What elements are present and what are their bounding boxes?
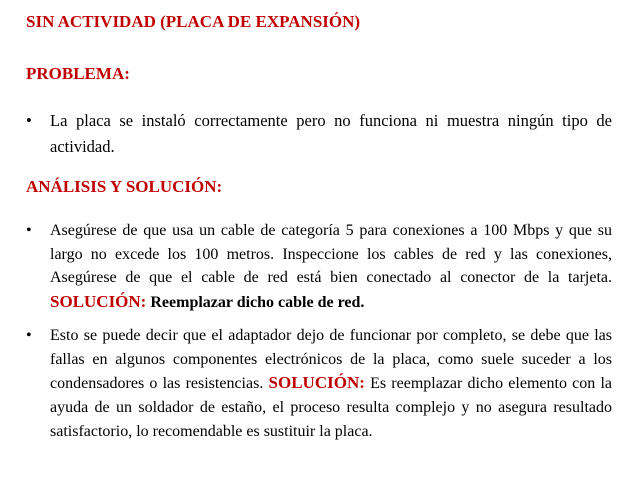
problem-text: La placa se instaló correctamente pero no funciona ni muestra ningún tipo de actividad. xyxy=(50,111,612,156)
bullet-mark: • xyxy=(26,111,32,130)
bullet-mark: • xyxy=(26,327,32,344)
solution-bullet-1 xyxy=(26,219,612,314)
solution-bullet-2 xyxy=(26,324,612,444)
analysis-heading: ANÁLISIS Y SOLUCIÓN: xyxy=(26,177,223,196)
solution-1-label: SOLUCIÓN: xyxy=(50,291,147,311)
solution-2-label: SOLUCIÓN: xyxy=(268,373,365,393)
problem-bullet xyxy=(26,108,612,160)
solution-paragraph-1 xyxy=(50,219,612,314)
bullet-mark: • xyxy=(26,222,32,239)
problem-heading: PROBLEMA: xyxy=(26,64,130,83)
solution-2-text: Esto se puede decir que el adaptador dejo de funcionar por completo, se debe que las fallas en algunos componentes electrónicos de la placa, como suele suceder a los condensadores o las resistencias. xyxy=(50,327,612,393)
solution-1-text: Asegúrese de que usa un cable de categoría 5 para conexiones a 100 Mbps y que su largo no excede los 100 metros. Inspeccione los cables de red y las conexiones, Asegúrese de que el cable de red está bien conectado al conector de la tarjeta. xyxy=(50,222,612,286)
solution-2-trailing: Es reemplazar dicho elemento con la ayuda de un soldador de estaño, el proceso resulta complejo y no asegura resultado satisfactorio, lo recomendable es sustituir la placa. xyxy=(50,375,612,440)
solution-1-action: Reemplazar dicho cable de red. xyxy=(150,293,365,311)
solution-paragraph-2 xyxy=(50,324,612,444)
slide-title: SIN ACTIVIDAD (PLACA DE EXPANSIÓN) xyxy=(26,12,361,31)
